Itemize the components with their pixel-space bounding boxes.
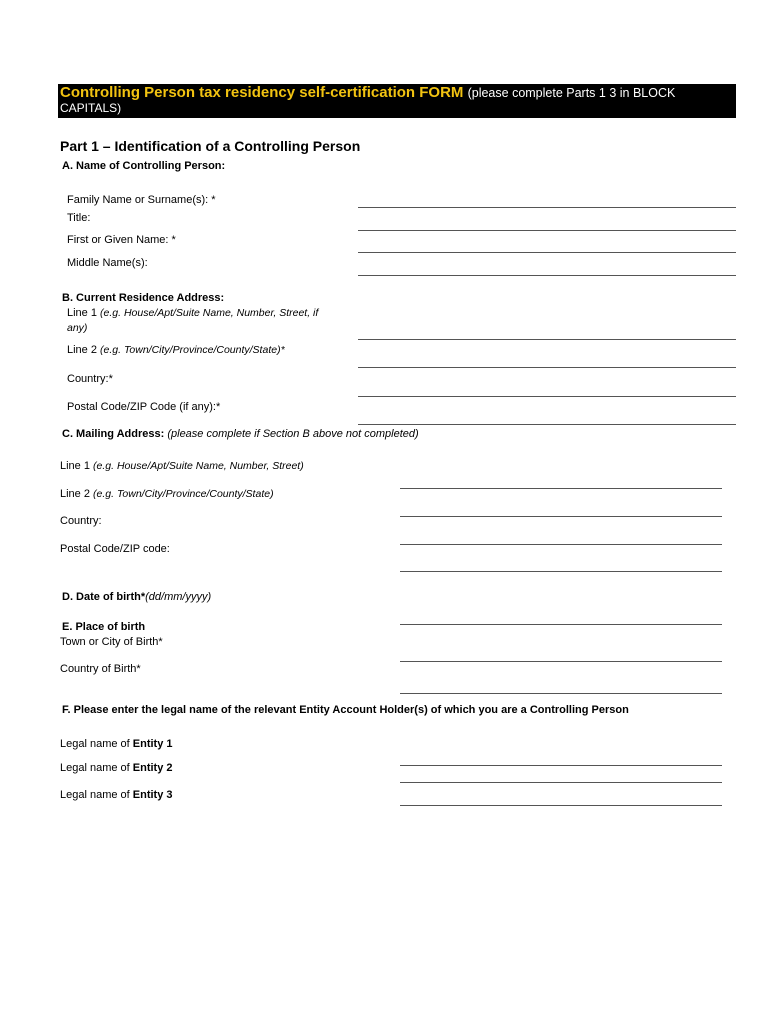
title-field[interactable]	[358, 230, 736, 231]
residence-postal-label: Postal Code/ZIP Code (if any):*	[67, 401, 221, 413]
mailing-line2-field[interactable]	[400, 516, 722, 517]
family-name-label: Family Name or Surname(s): *	[67, 194, 216, 206]
first-name-label: First or Given Name: *	[67, 234, 176, 246]
residence-country-field[interactable]	[358, 396, 736, 397]
entity3-field[interactable]	[400, 805, 722, 806]
section-a-heading: A. Name of Controlling Person:	[62, 160, 226, 172]
section-e-heading: E. Place of birth	[62, 621, 146, 633]
mailing-line1-hint: (e.g. House/Apt/Suite Name, Number, Street)	[93, 460, 304, 472]
dob-hint: (dd/mm/yyyy)	[145, 591, 212, 603]
form-header-note: (please complete Parts 1 3 in BLOCK	[467, 86, 676, 100]
entity2-label	[60, 762, 173, 774]
entity3-prefix: Legal name of	[60, 789, 130, 801]
form-header-bar	[58, 84, 736, 118]
form-header-note-cont: CAPITALS)	[60, 101, 122, 115]
section-d-heading	[62, 591, 211, 603]
residence-line1-prefix: Line 1	[67, 307, 97, 319]
section-f-heading: F. Please enter the legal name of the relevant Entity Account Holder(s) of which you are a Controlling Person	[62, 704, 629, 716]
residence-line2-field[interactable]	[358, 367, 736, 368]
residence-line1-hint-cont	[67, 322, 87, 334]
mailing-postal-field[interactable]	[400, 571, 722, 572]
family-name-field[interactable]	[358, 207, 736, 208]
section-b-heading: B. Current Residence Address:	[62, 292, 225, 304]
birth-country-label: Country of Birth*	[60, 663, 141, 675]
middle-names-label: Middle Name(s):	[67, 257, 148, 269]
form-title: Controlling Person tax residency self-certification FORM	[60, 84, 464, 101]
part1-title: Part 1 – Identification of a Controlling Person	[60, 138, 361, 154]
birth-town-field[interactable]	[400, 661, 722, 662]
section-c-heading	[62, 428, 419, 440]
entity2-field[interactable]	[400, 782, 722, 783]
dob-field[interactable]	[400, 624, 722, 625]
section-c-title: C. Mailing Address:	[62, 428, 165, 440]
entity2-prefix: Legal name of	[60, 762, 130, 774]
residence-line1-field[interactable]	[358, 339, 736, 340]
residence-line1-hint: (e.g. House/Apt/Suite Name, Number, Street, if	[100, 307, 319, 319]
first-name-field[interactable]	[358, 252, 736, 253]
dob-label: D. Date of birth*	[62, 591, 146, 603]
entity1-prefix: Legal name of	[60, 738, 130, 750]
mailing-line2-label	[60, 488, 274, 500]
mailing-country-label: Country:	[60, 515, 102, 527]
section-c-note: (please complete if Section B above not completed)	[167, 428, 419, 440]
mailing-line1-field[interactable]	[400, 488, 722, 489]
residence-line1-label	[67, 307, 318, 319]
form-header-line1	[60, 84, 675, 102]
entity1-field[interactable]	[400, 765, 722, 766]
mailing-postal-label: Postal Code/ZIP code:	[60, 543, 170, 555]
birth-town-label: Town or City of Birth*	[60, 636, 163, 648]
residence-postal-field[interactable]	[358, 424, 736, 425]
residence-line2-label	[67, 344, 285, 356]
residence-line2-hint: (e.g. Town/City/Province/County/State)*	[100, 344, 285, 356]
mailing-line1-label	[60, 460, 304, 472]
middle-names-field[interactable]	[358, 275, 736, 276]
mailing-line2-prefix: Line 2	[60, 488, 90, 500]
entity3-label	[60, 789, 173, 801]
mailing-line2-hint: (e.g. Town/City/Province/County/State)	[93, 488, 274, 500]
birth-country-field[interactable]	[400, 693, 722, 694]
residence-line2-prefix: Line 2	[67, 344, 97, 356]
mailing-line1-prefix: Line 1	[60, 460, 90, 472]
entity2-name: Entity 2	[132, 762, 173, 774]
residence-line1-hint2: any)	[67, 322, 88, 334]
entity1-name: Entity 1	[132, 738, 173, 750]
residence-country-label: Country:*	[67, 373, 113, 385]
entity3-name: Entity 3	[132, 789, 173, 801]
mailing-country-field[interactable]	[400, 544, 722, 545]
title-label: Title:	[67, 212, 91, 224]
entity1-label	[60, 738, 173, 750]
